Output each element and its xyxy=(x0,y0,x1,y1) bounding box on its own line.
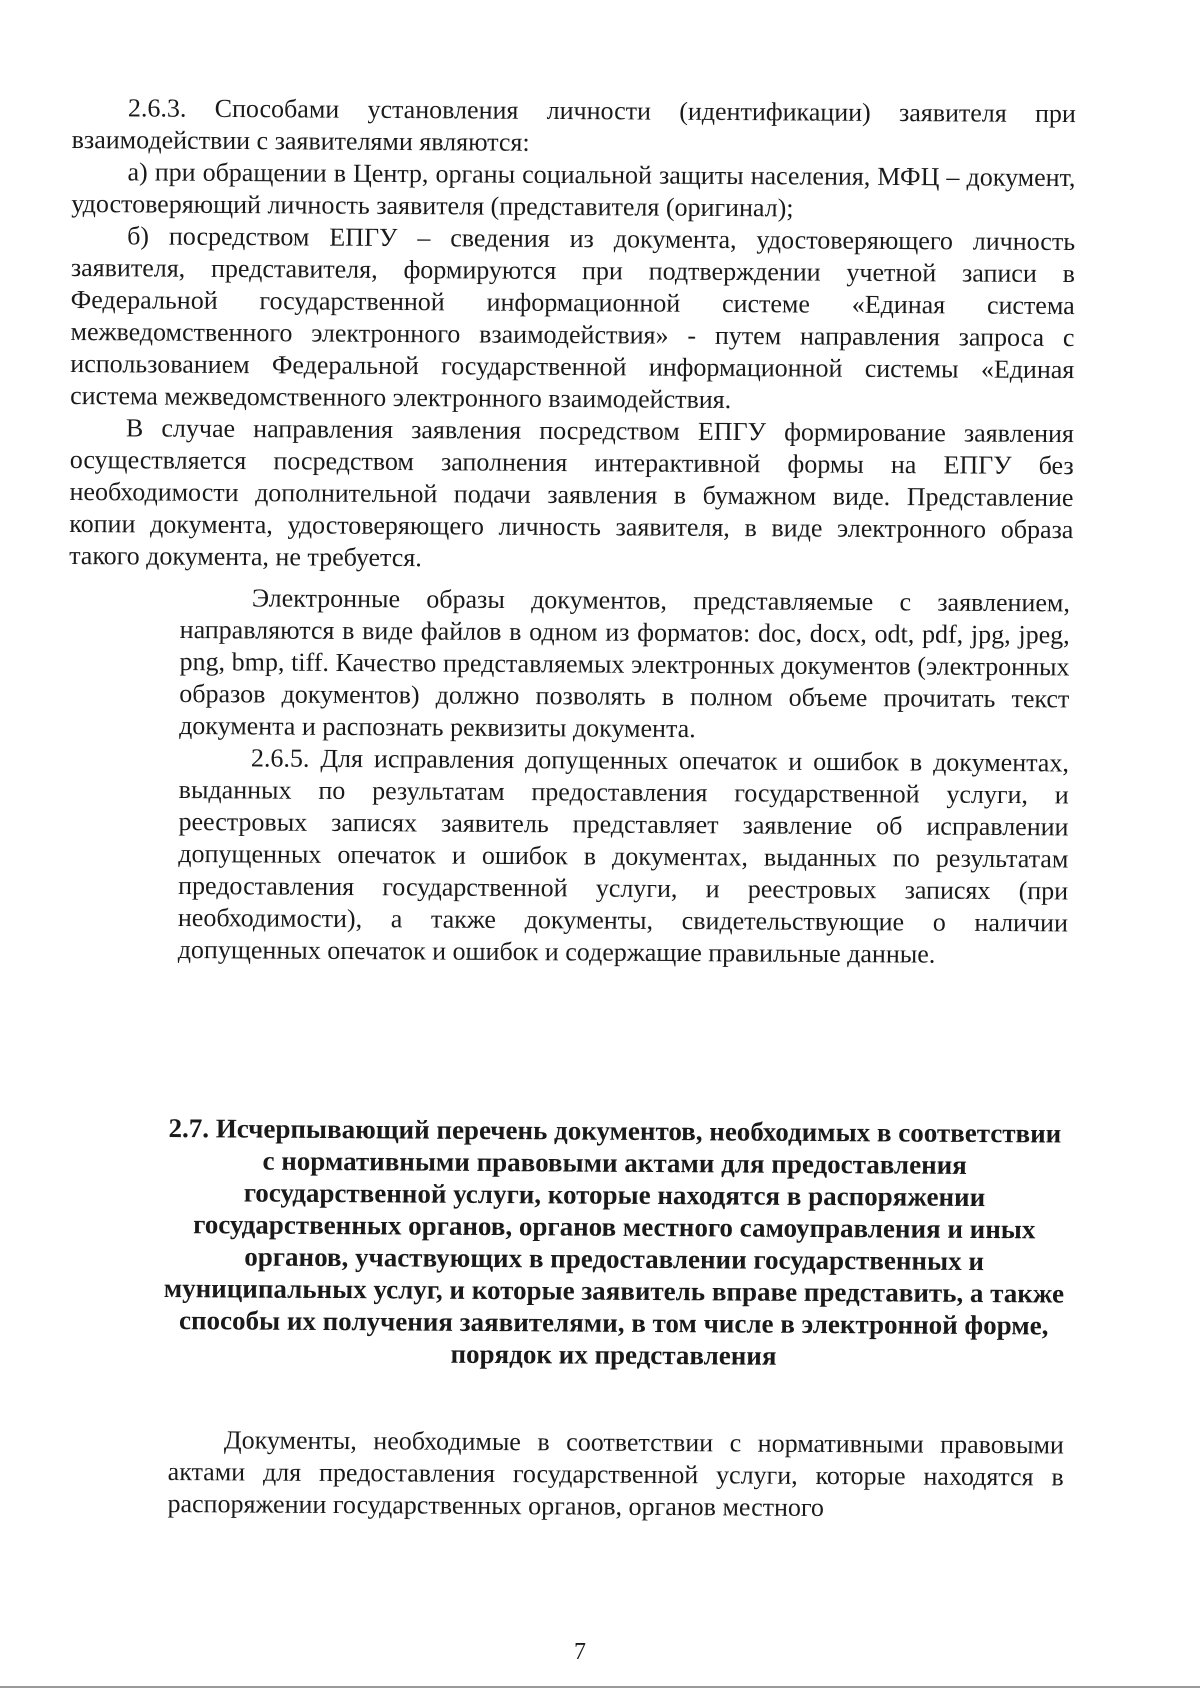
main-text-block xyxy=(69,92,1076,578)
scan-edge-line xyxy=(0,1686,1200,1688)
paragraph-2-6-3: 2.6.3. Способами установления личности (идентификации) заявителя при взаимодействии с заявителями являются: xyxy=(71,93,1076,157)
paragraph-item-a: а) при обращении в Центр, органы социальной защиты населения, МФЦ – документ, удостоверяющий личность заявителя (представителя (оригинал); xyxy=(71,157,1076,223)
paragraph-item-b: б) посредством ЕПГУ – сведения из документа, удостоверяющего личность заявителя, представителя, формируются при подтверждении учетной записи в Федеральной государственной информационной системе «Единая система межведомственного электронного взаимодействия» - путем направления запроса с использованием Федеральной государственной информационной системы «Единая система межведомственного электронного взаимодействия. xyxy=(70,221,1076,415)
inner-text-block xyxy=(178,582,1070,971)
paragraph-epgu-application: В случае направления заявления посредством ЕПГУ формирование заявления осуществляется посредством заполнения интерактивной формы на ЕПГУ без необходимости дополнительной подачи заявления в бумажном виде. Представление копии документа, удостоверяющего личность заявителя, в виде электронного образа такого документа, не требуется. xyxy=(69,413,1075,573)
bottom-text-block xyxy=(167,1424,1064,1525)
page-number: 7 xyxy=(574,1639,586,1665)
section-heading-2-7: 2.7. Исчерпывающий перечень документов, необходимых в соответствии с нормативными правовыми актами для предоставления государственной услуги, которые находятся в распоряжении государственных органов, органов местного самоуправления и иных органов, участвующих в предоставлении государственных и муниципальных услуг, и которые заявитель вправе представить, а также способы их получения заявителями, в том числе в электронной форме, порядок их представления xyxy=(163,1113,1065,1371)
paragraph-2-6-5: 2.6.5. Для исправления допущенных опечаток и ошибок в документах, выданных по результатам предоставления государственной услуги, и реестровых записях заявитель представляет заявление об исправлении допущенных опечаток и ошибок в документах, выданных по результатам предоставления государственной услуги, и реестровых записях (при необходимости), а также документы, свидетельствующие о наличии допущенных опечаток и ошибок и содержащие правильные данные. xyxy=(177,743,1069,969)
paragraph-documents-required: Документы, необходимые в соответствии с нормативными правовыми актами для предоставления государственной услуги, которые находятся в распоряжении государственных органов, органов местного xyxy=(167,1425,1064,1523)
paragraph-electronic-images: Электронные образы документов, представляемые с заявлением, направляются в виде файлов в одном из форматов: doc, docx, odt, pdf, jpg, jpeg, png, bmp, tiff. Качество представляемых электронных документов (электронных образов документов) должно позволять в полном объеме прочитать текст документа и распознать реквизиты документа. xyxy=(179,583,1070,744)
